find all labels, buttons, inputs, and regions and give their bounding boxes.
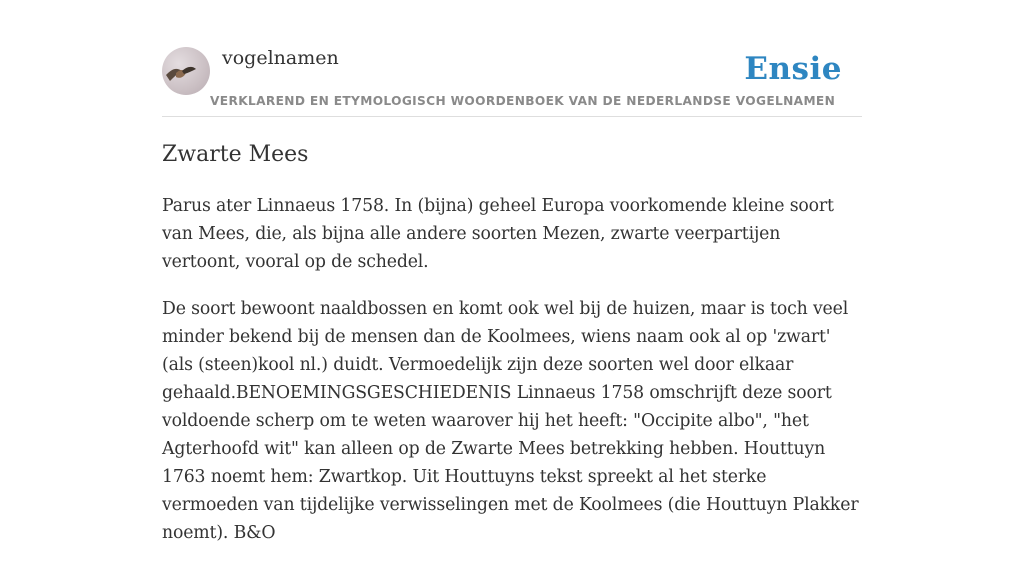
article-body [162,192,862,566]
blog-name-link[interactable]: vogelnamen [222,47,339,69]
article-title: Zwarte Mees [162,142,309,167]
page [162,0,862,543]
brand-logo[interactable]: Ensie [744,51,842,87]
article-paragraph: De soort bewoont naaldbossen en komt ook wel bij de huizen, maar is toch veel minder bekend bij de mensen dan de Koolmees, wiens naam ook al op 'zwart' (als (steen)kool nl.) duidt. Vermoedelijk zijn deze soorten wel door elkaar gehaald.BENOEMINGSGESCHIEDENIS Linnaeus 1758 omschrijft deze soort voldoende scherp om te weten waarover hij het heeft: "Occipite albo", "het Agterhoofd wit" kan alleen op de Zwarte Mees betrekking hebben. Houttuyn 1763 noemt hem: Zwartkop. Uit Houttuyns tekst spreekt al het sterke vermoeden van tijdelijke verwisselingen met de Koolmees (die Houttuyn Plakker noemt). B&O [162,299,859,543]
blog-avatar[interactable] [162,47,210,95]
bird-icon [162,47,210,95]
blog-tagline: VERKLAREND EN ETYMOLOGISCH WOORDENBOEK VAN DE NEDERLANDSE VOGELNAMEN [210,94,836,108]
article-paragraph: Parus ater Linnaeus 1758. In (bijna) geheel Europa voorkomende kleine soort van Mees, die, als bijna alle andere soorten Mezen, zwarte veerpartijen vertoont, vooral op de schedel. [162,196,834,272]
site-header [162,0,862,117]
